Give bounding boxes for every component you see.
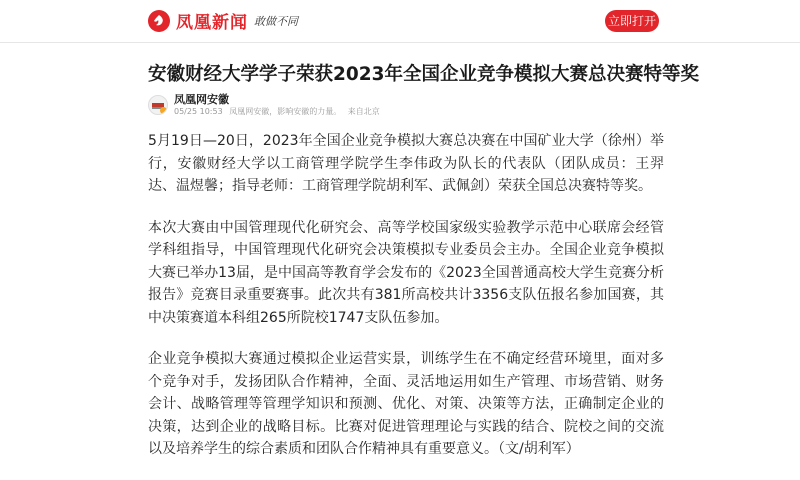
article-paragraph: 企业竞争模拟大赛通过模拟企业运营实景，训练学生在不确定经营环境里，面对多个竞争对手，发扬团队合作精神，全面、灵活地运用如生产管理、市场营销、财务会计、战略管理等管理学知识和预测、优化、对策、决策等方法，正确制定企业的决策，达到企业的战略目标。比赛对促进管理理论与实践的结合、院校之间的交流以及培养学生的综合素质和团队合作精神具有重要意义。（文/胡利军） (148, 351, 664, 457)
phoenix-logo-icon (148, 10, 170, 32)
article-title: 安徽财经大学学子荣获2023年全国企业竞争模拟大赛总决赛特等奖 (148, 64, 699, 85)
article-paragraph: 5月19日—20日，2023年全国企业竞争模拟大赛总决赛在中国矿业大学（徐州）举行，安徽财经大学以工商管理学院学生李伟政为队长的代表队（团队成员：王羿达、温煜馨；指导老师：工商管理学院胡利军、武佩剑）荣获全国总决赛特等奖。 (148, 133, 664, 194)
article-paragraph: 本次大赛由中国管理现代化研究会、高等学校国家级实验教学示范中心联席会经管学科组指导，中国管理现代化研究会决策模拟专业委员会主办。全国企业竞争模拟大赛已举办13届，是中国高等教育学会发布的《2023全国普通高校大学生竞赛分析报告》竞赛目录重要赛事。此次共有381所高校共计3356支队伍报名参加国赛，其中决策赛道本科组265所院校1747支队伍参加。 (148, 219, 664, 326)
author-avatar[interactable] (148, 95, 168, 115)
top-bar (0, 0, 800, 43)
author-row (148, 92, 384, 118)
brand-name: 凤凰新闻 (176, 13, 248, 33)
open-app-button[interactable]: 立即打开 (605, 10, 659, 32)
author-info (174, 93, 384, 117)
author-tagline: 凤凰网安徽，影响安徽的力量。 (229, 107, 342, 116)
author-name[interactable]: 凤凰网安徽 (174, 93, 229, 106)
author-meta (174, 106, 384, 117)
verified-badge-icon (160, 107, 167, 114)
article-body (148, 130, 664, 480)
source-location: 来自北京 (347, 107, 380, 116)
publish-date: 05/25 10:53 (174, 107, 223, 116)
brand-slogan: 敢做不同 (254, 14, 298, 28)
brand-logo[interactable] (148, 8, 298, 33)
